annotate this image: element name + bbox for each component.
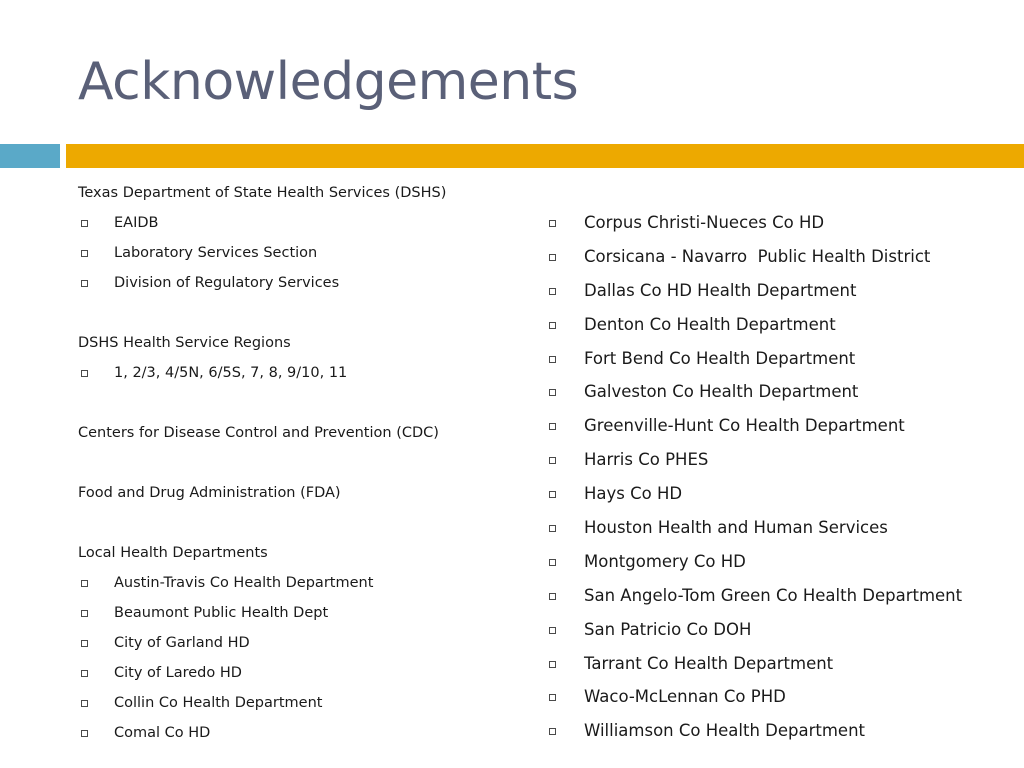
square-bullet-icon xyxy=(549,220,556,227)
square-bullet-icon xyxy=(549,457,556,464)
square-bullet-icon xyxy=(81,580,88,587)
right-column xyxy=(548,210,1018,752)
spacer xyxy=(78,511,518,541)
spacer xyxy=(78,391,518,421)
square-bullet-icon xyxy=(549,389,556,396)
accent-bar-blue xyxy=(0,144,60,168)
cdc-heading: Centers for Disease Control and Prevention (CDC) xyxy=(78,425,439,441)
list-item: Collin Co Health Department xyxy=(78,691,518,721)
square-bullet-icon xyxy=(81,610,88,617)
square-bullet-icon xyxy=(549,254,556,261)
list-item: San Angelo-Tom Green Co Health Department xyxy=(548,583,1018,617)
list-item: Dallas Co HD Health Department xyxy=(548,278,1018,312)
square-bullet-icon xyxy=(549,525,556,532)
square-bullet-icon xyxy=(549,322,556,329)
square-bullet-icon xyxy=(549,627,556,634)
list-item: Austin-Travis Co Health Department xyxy=(78,571,518,601)
square-bullet-icon xyxy=(549,288,556,295)
list-item: Corpus Christi-Nueces Co HD xyxy=(548,210,1018,244)
list-item: Williamson Co Health Department xyxy=(548,718,1018,752)
spacer xyxy=(78,301,518,331)
left-column xyxy=(78,181,518,751)
list-item: Fort Bend Co Health Department xyxy=(548,346,1018,380)
list-item: Division of Regulatory Services xyxy=(78,271,518,301)
list-item: 1, 2/3, 4/5N, 6/5S, 7, 8, 9/10, 11 xyxy=(78,361,518,391)
square-bullet-icon xyxy=(549,593,556,600)
lhd-heading: Local Health Departments xyxy=(78,545,268,561)
list-item: Galveston Co Health Department xyxy=(548,379,1018,413)
square-bullet-icon xyxy=(549,661,556,668)
square-bullet-icon xyxy=(549,423,556,430)
list-item: Laboratory Services Section xyxy=(78,241,518,271)
list-item: Comal Co HD xyxy=(78,721,518,751)
square-bullet-icon xyxy=(81,250,88,257)
square-bullet-icon xyxy=(549,491,556,498)
list-item: Waco-McLennan Co PHD xyxy=(548,684,1018,718)
list-item: Hays Co HD xyxy=(548,481,1018,515)
list-item: Houston Health and Human Services xyxy=(548,515,1018,549)
list-item: Harris Co PHES xyxy=(548,447,1018,481)
square-bullet-icon xyxy=(81,730,88,737)
page-title: Acknowledgements xyxy=(78,52,579,112)
fda-heading: Food and Drug Administration (FDA) xyxy=(78,485,341,501)
list-item: City of Laredo HD xyxy=(78,661,518,691)
square-bullet-icon xyxy=(81,220,88,227)
list-item: Greenville-Hunt Co Health Department xyxy=(548,413,1018,447)
list-item: EAIDB xyxy=(78,211,518,241)
regions-heading: DSHS Health Service Regions xyxy=(78,335,291,351)
list-item: City of Garland HD xyxy=(78,631,518,661)
list-item: San Patricio Co DOH xyxy=(548,617,1018,651)
square-bullet-icon xyxy=(81,700,88,707)
square-bullet-icon xyxy=(549,559,556,566)
list-item: Montgomery Co HD xyxy=(548,549,1018,583)
spacer xyxy=(78,451,518,481)
square-bullet-icon xyxy=(549,728,556,735)
square-bullet-icon xyxy=(81,670,88,677)
square-bullet-icon xyxy=(81,640,88,647)
list-item: Denton Co Health Department xyxy=(548,312,1018,346)
list-item: Beaumont Public Health Dept xyxy=(78,601,518,631)
accent-bar-gold xyxy=(66,144,1024,168)
square-bullet-icon xyxy=(81,370,88,377)
list-item: Corsicana - Navarro Public Health District xyxy=(548,244,1018,278)
square-bullet-icon xyxy=(549,356,556,363)
list-item: Tarrant Co Health Department xyxy=(548,651,1018,685)
dshs-heading: Texas Department of State Health Services (DSHS) xyxy=(78,185,447,201)
square-bullet-icon xyxy=(81,280,88,287)
square-bullet-icon xyxy=(549,694,556,701)
